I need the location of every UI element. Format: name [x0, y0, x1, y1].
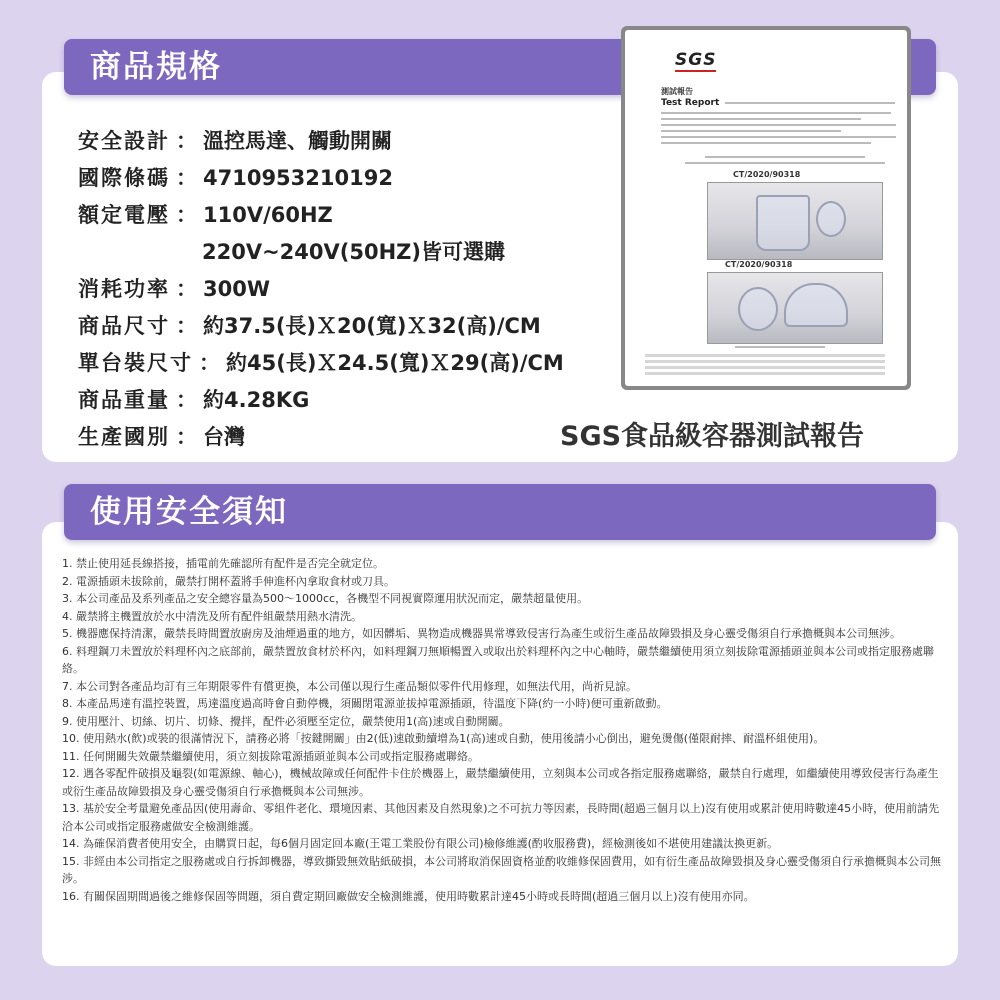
spec-value: 110V/60HZ: [203, 203, 333, 227]
safety-header: [64, 484, 936, 540]
text-line: [645, 360, 885, 363]
spec-separator: ：: [176, 388, 197, 412]
text-line: [661, 136, 896, 138]
safety-item: 11. 任何開關失效嚴禁繼續使用，須立刻拔除電源插頭並與本公司或指定服務處聯絡。: [62, 749, 479, 763]
safety-item: 8. 本產品馬達有溫控裝置，馬達溫度過高時會自動停機，須關閉電源並拔掉電源插頭，待溫度下降(約一小時)便可重新啟動。: [62, 697, 668, 710]
safety-item: 7. 本公司對各產品均訂有三年期限零件有償更換，本公司僅以現行生產品類似零件代用修理，如無法代用，尚祈見諒。: [62, 679, 637, 693]
spec-separator: ：: [176, 314, 197, 338]
spec-row-weight: [78, 384, 309, 414]
spec-separator: ：: [176, 166, 197, 190]
safety-title: 使用安全須知: [90, 494, 288, 530]
spec-value: 約37.5(長)Ｘ20(寬)Ｘ32(高)/CM: [203, 314, 541, 338]
container-lid: [784, 283, 848, 327]
specs-title: 商品規格: [90, 49, 222, 85]
spec-row-package-size: [78, 347, 564, 377]
spec-label: 消耗功率: [78, 277, 170, 301]
safety-item: 15. 非經由本公司指定之服務處或自行拆卸機器，導致撕毀無效貼紙破損，本公司將取消保固資格並酌收維修保固費用，如有衍生產品故障毀損及身心靈受傷須自行承擔概與本公司無涉。: [62, 854, 941, 885]
spec-separator: ：: [176, 277, 197, 301]
spec-separator: ：: [199, 351, 220, 375]
safety-item: 10. 使用熱水(飲)或裝的很滿情況下，請務必將「按鍵開關」由2(低)速啟動續增為1(高)速或自動，使用後請小心倒出，避免燙傷(僅限耐摔、耐溫杯組使用)。: [62, 732, 825, 745]
spec-label: 國際條碼: [78, 166, 170, 190]
photo-food-container: [707, 182, 883, 260]
report-code-1: CT/2020/90318: [733, 170, 801, 179]
safety-item: 3. 本公司產品及系列產品之安全總容量為500～1000cc，各機型不同視實際運用狀況而定，嚴禁超量使用。: [62, 592, 589, 605]
container-cup: [738, 287, 778, 331]
sgs-caption: SGS食品級容器測試報告: [560, 421, 865, 452]
text-line: [661, 124, 896, 126]
text-line: [645, 366, 885, 369]
container-lid: [816, 201, 846, 237]
sgs-logo: SGS: [675, 50, 717, 70]
text-line: [661, 118, 861, 120]
safety-list: [62, 555, 942, 905]
spec-value-voltage-alt: 220V~240V(50HZ)皆可選購: [202, 240, 505, 264]
safety-item: 6. 料理鋼刀未置放於料理杯內之底部前，嚴禁置放食材於杯內，如料理鋼刀無順暢置入或取出於料理杯內之中心軸時，嚴禁繼續使用須立刻拔除電源插頭並與本公司或指定服務處聯絡。: [62, 644, 934, 675]
report-title-zh: 測試報告: [661, 87, 693, 96]
spec-row-safety-design: [78, 125, 392, 155]
safety-item: 14. 為確保消費者使用安全，由購買日起，每6個月固定回本廠(王電工業股份有限公司)檢修維護(酌收服務費)，經檢測後如不堪使用建議汰換更新。: [62, 837, 779, 850]
text-line: [735, 346, 825, 348]
spec-separator: ：: [176, 425, 197, 449]
safety-item: 9. 使用壓汁、切絲、切片、切條、攪拌，配件必須壓至定位，嚴禁使用1(高)速或自動開關。: [62, 714, 510, 728]
spec-value: 台灣: [203, 425, 245, 449]
text-line: [725, 102, 895, 104]
text-line: [705, 156, 865, 158]
report-title-en: Test Report: [661, 98, 720, 108]
spec-row-power: [78, 273, 270, 303]
spec-row-voltage: [78, 199, 333, 229]
text-line: [661, 130, 841, 132]
spec-value: 300W: [203, 277, 270, 301]
spec-row-product-size: [78, 310, 541, 340]
spec-value: 溫控馬達、觸動開關: [203, 129, 392, 153]
safety-item: 2. 電源插頭未拔除前，嚴禁打開杯蓋將手伸進杯內拿取食材或刀具。: [62, 574, 395, 588]
text-line: [661, 142, 871, 144]
spec-label: 商品重量: [78, 388, 170, 412]
safety-item: 16. 有關保固期間過後之維修保固等問題，須自費定期回廠做安全檢測維護，使用時數累計達45小時或長時間(超過三個月以上)沒有使用亦同。: [62, 889, 755, 903]
safety-item: 12. 遇各零配件破損及龜裂(如電源線、軸心)，機械故障或任何配件卡住於機器上，嚴禁繼續使用，立刻與本公司或各指定服務處聯絡，嚴禁自行處理，如繼續使用導致侵害行為產生或衍生產品故障毀損及身心靈受傷須自行承擔概與本公司無涉。: [62, 767, 939, 798]
spec-separator: ：: [176, 203, 197, 227]
sgs-report-page: [625, 30, 907, 386]
sgs-report-image: [621, 26, 911, 390]
report-code-2: CT/2020/90318: [725, 260, 793, 269]
safety-item: 5. 機器應保持清潔，嚴禁長時間置放廚房及油煙過重的地方，如因髒垢、異物造成機器異常導致侵害行為產生或衍生產品故障毀損及身心靈受傷須自行承擔概與本公司無涉。: [62, 627, 901, 640]
spec-separator: ：: [176, 129, 197, 153]
text-line: [645, 354, 885, 357]
spec-label: 生產國別: [78, 425, 170, 449]
spec-value: 約45(長)Ｘ24.5(寬)Ｘ29(高)/CM: [226, 351, 564, 375]
text-line: [661, 112, 891, 114]
spec-row-barcode: [78, 162, 393, 192]
spec-label: 安全設計: [78, 129, 170, 153]
safety-item: 1. 禁止使用延長線搭接，插電前先確認所有配件是否完全就定位。: [62, 557, 384, 570]
safety-item: 4. 嚴禁將主機置放於水中清洗及所有配件組嚴禁用熱水清洗。: [62, 609, 362, 623]
text-line: [685, 162, 885, 164]
text-line: [645, 372, 885, 375]
spec-value: 約4.28KG: [203, 388, 310, 412]
spec-label: 單台裝尺寸: [78, 351, 193, 375]
spec-label: 額定電壓: [78, 203, 170, 227]
spec-value: 4710953210192: [203, 166, 393, 190]
spec-row-origin: [78, 421, 245, 451]
photo-food-lid: [707, 272, 883, 344]
safety-item: 13. 基於安全考量避免產品因(使用壽命、零組件老化、環境因素、其他因素及自然現象)之不可抗力等因素，長時間(超過三個月以上)沒有使用或累計使用時數達45小時，使用前請先洽本公司或指定服務處做安全檢測維護。: [62, 802, 940, 833]
container-cup: [756, 195, 810, 251]
spec-label: 商品尺寸: [78, 314, 170, 338]
